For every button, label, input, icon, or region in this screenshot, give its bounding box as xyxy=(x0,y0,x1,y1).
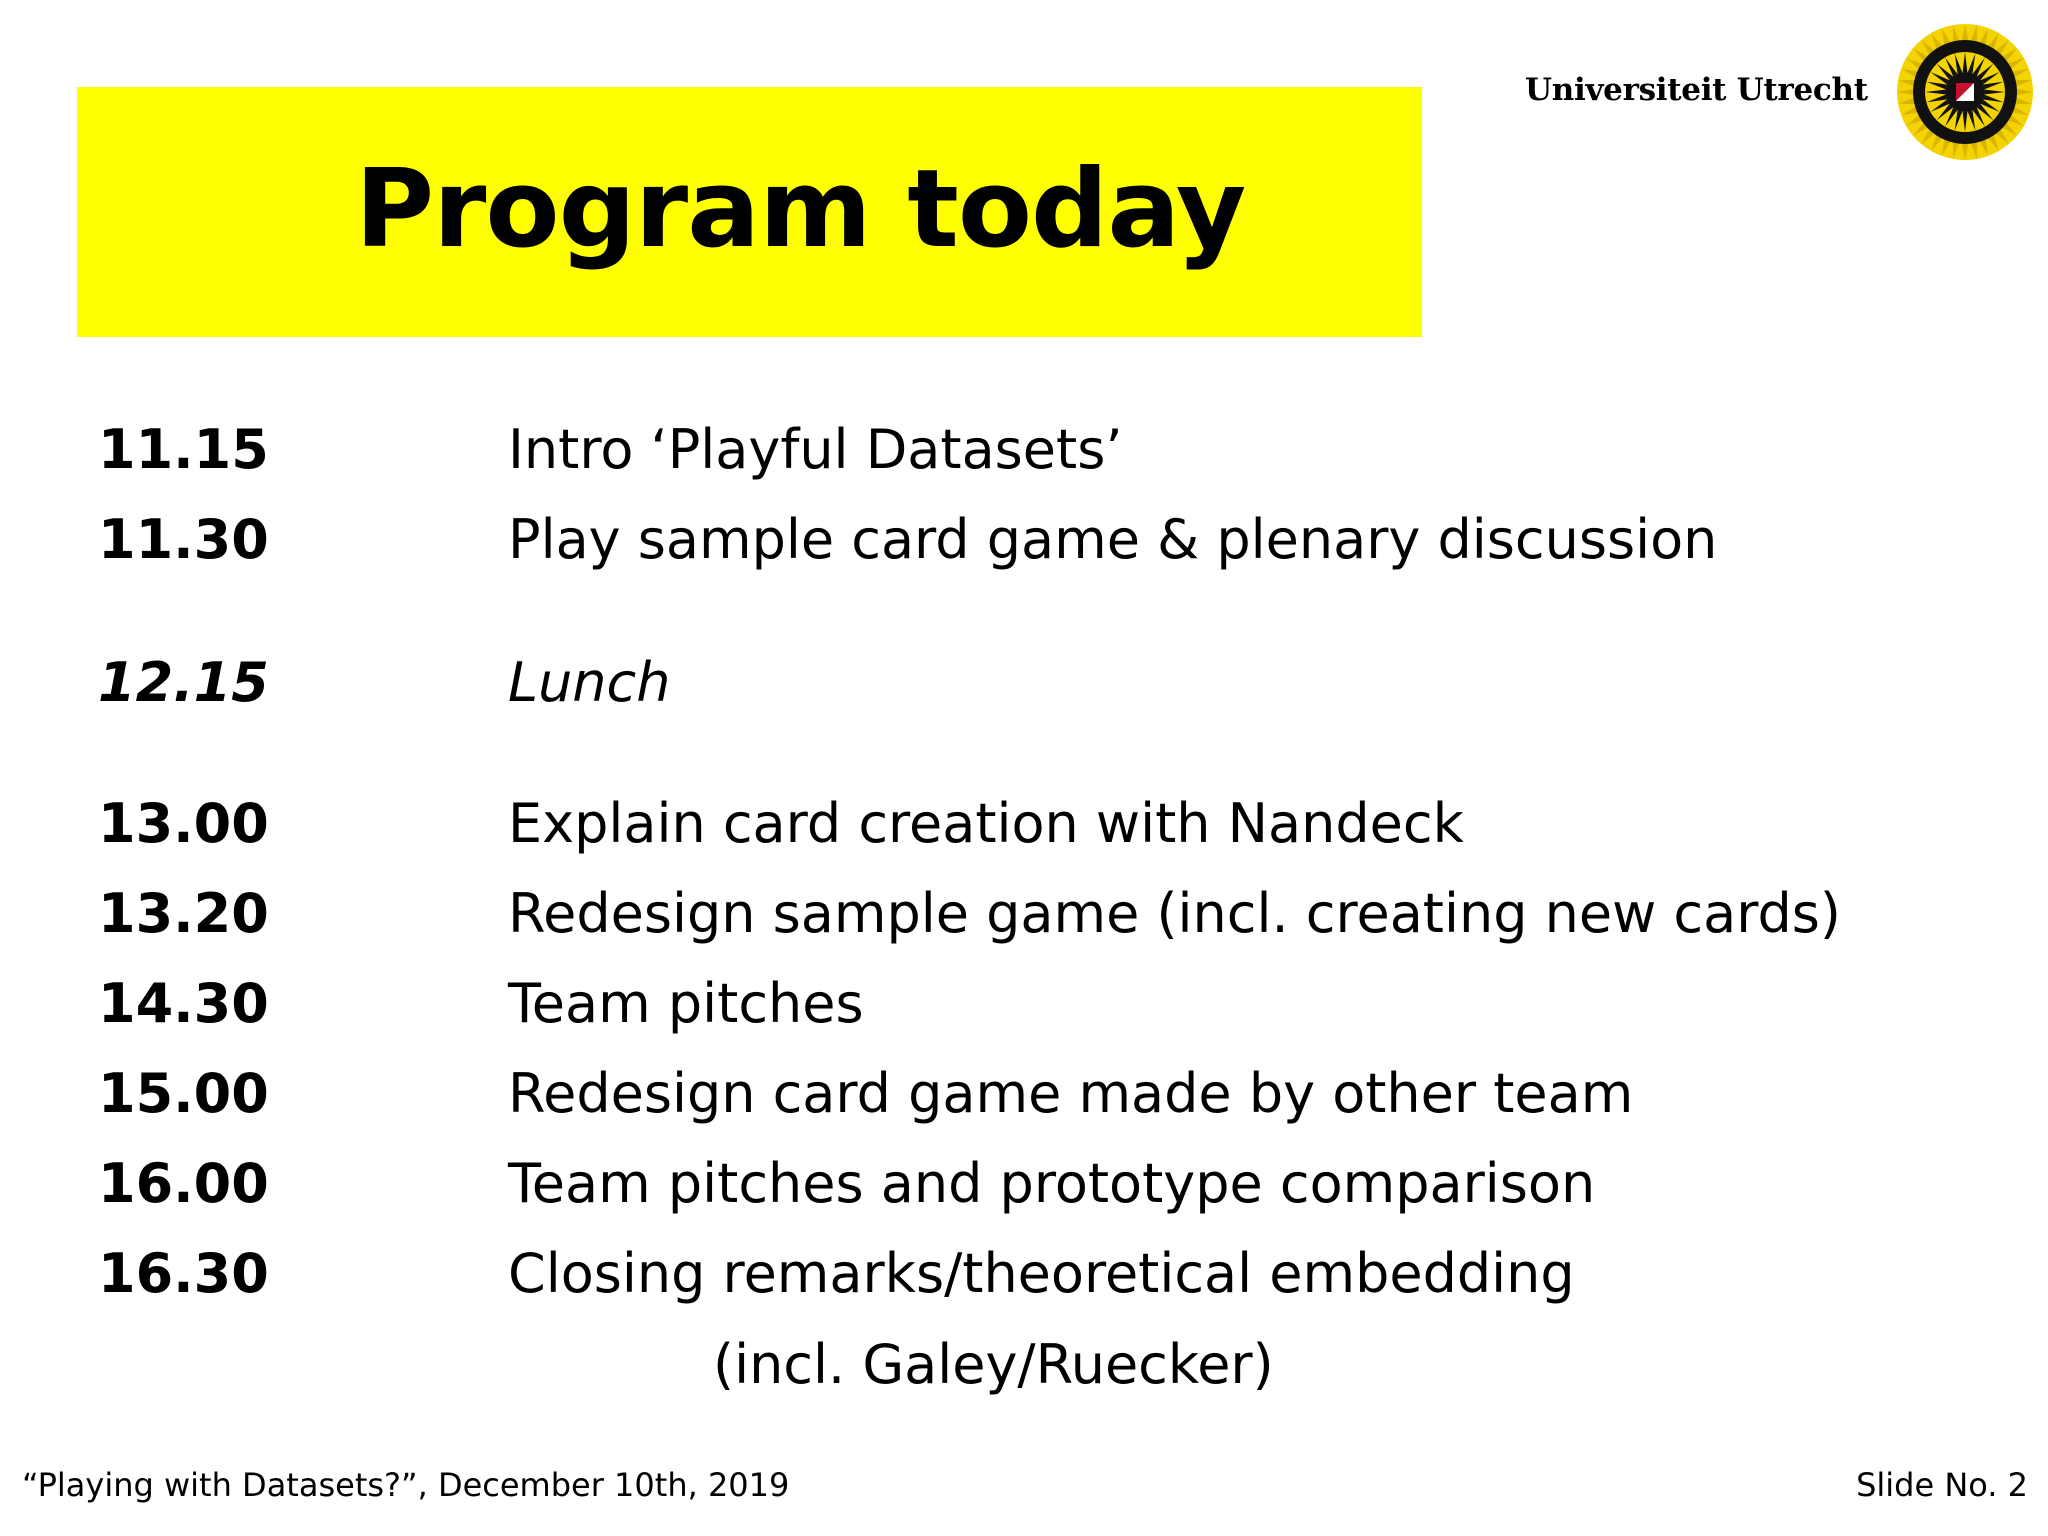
schedule-time: 12.15 xyxy=(98,651,269,714)
schedule-row-lunch xyxy=(0,643,2048,723)
university-logo-text: Universiteit Utrecht xyxy=(1525,72,1868,108)
schedule-item: Lunch xyxy=(508,651,671,714)
schedule-time: 11.15 xyxy=(98,418,269,481)
footer-slide-number: Slide No. 2 xyxy=(1856,1466,2028,1504)
schedule-item: Explain card creation with Nandeck xyxy=(508,792,1464,855)
university-logo xyxy=(1525,20,2035,200)
schedule-row xyxy=(0,874,2048,954)
schedule-time: 15.00 xyxy=(98,1062,269,1125)
schedule-item: Closing remarks/theoretical embedding xyxy=(508,1242,1575,1305)
schedule-row xyxy=(0,1054,2048,1134)
schedule-item: Team pitches xyxy=(508,972,864,1035)
schedule-row xyxy=(0,1144,2048,1224)
schedule-row xyxy=(0,784,2048,864)
title-banner xyxy=(77,87,1422,337)
schedule-item: Redesign sample game (incl. creating new cards) xyxy=(508,882,1841,945)
schedule-item: Intro ‘Playful Datasets’ xyxy=(508,418,1123,481)
schedule-time: 16.00 xyxy=(98,1152,269,1215)
schedule-row xyxy=(0,500,2048,580)
schedule-time: 16.30 xyxy=(98,1242,269,1305)
university-seal-icon xyxy=(1895,20,2035,165)
footer-event-info: “Playing with Datasets?”, December 10th, 2019 xyxy=(22,1466,790,1504)
schedule-row xyxy=(0,964,2048,1044)
slide-title: Program today xyxy=(355,147,1246,272)
schedule-item: Play sample card game & plenary discussion xyxy=(508,508,1718,571)
schedule-row xyxy=(0,410,2048,490)
schedule-item: Team pitches and prototype comparison xyxy=(508,1152,1596,1215)
schedule-time: 13.00 xyxy=(98,792,269,855)
schedule-row xyxy=(0,1234,2048,1314)
schedule-item: Redesign card game made by other team xyxy=(508,1062,1634,1125)
schedule-time: 13.20 xyxy=(98,882,269,945)
schedule-time: 14.30 xyxy=(98,972,269,1035)
schedule-item-continuation: (incl. Galey/Ruecker) xyxy=(713,1333,1274,1396)
schedule-time: 11.30 xyxy=(98,508,269,571)
